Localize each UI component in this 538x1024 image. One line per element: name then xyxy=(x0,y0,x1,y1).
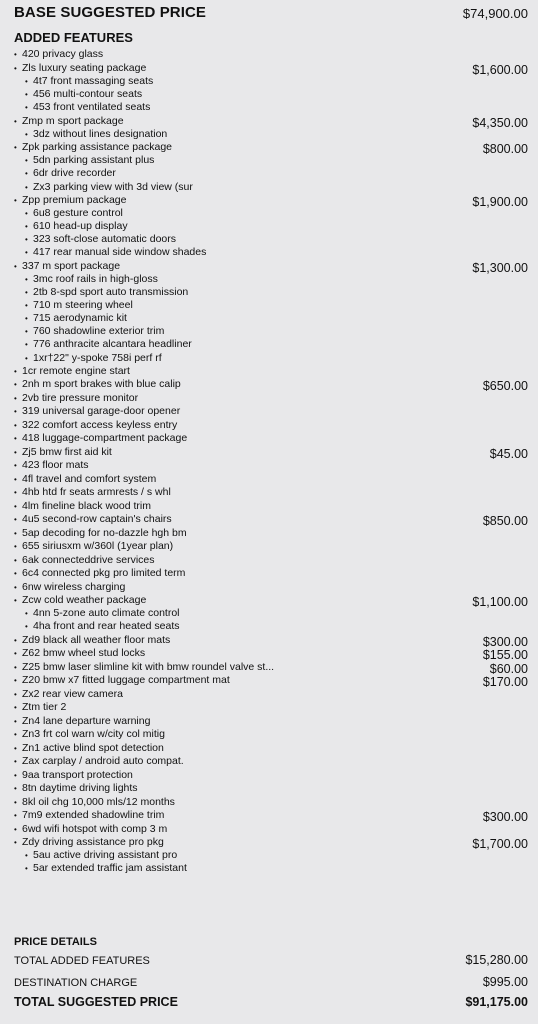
total-suggested-price-value: $91,175.00 xyxy=(465,995,528,1009)
bullet-icon: • xyxy=(25,248,28,258)
bullet-icon: • xyxy=(14,569,17,579)
bullet-icon: • xyxy=(14,261,17,271)
bullet-icon: • xyxy=(14,635,17,645)
feature-price: $45.00 xyxy=(489,446,528,461)
bullet-icon: • xyxy=(14,824,17,834)
feature-label: 4t7 front massaging seats xyxy=(33,74,154,87)
feature-item xyxy=(0,473,538,486)
feature-item xyxy=(0,554,538,567)
feature-item xyxy=(0,419,538,432)
feature-item xyxy=(0,567,538,580)
bullet-icon: • xyxy=(14,542,17,552)
feature-price: $650.00 xyxy=(482,379,528,394)
feature-price: $155.00 xyxy=(482,648,528,663)
bullet-icon: • xyxy=(14,797,17,807)
bullet-icon: • xyxy=(25,340,28,350)
feature-item xyxy=(0,62,538,75)
feature-label: 655 siriusxm w/360l (1year plan) xyxy=(22,540,174,553)
feature-label: 5ap decoding for no-dazzle hgh bm xyxy=(22,526,187,539)
feature-label: 4nn 5-zone auto climate control xyxy=(33,607,180,620)
feature-item xyxy=(0,742,538,755)
feature-price: $300.00 xyxy=(482,810,528,825)
feature-sub-item xyxy=(0,273,538,286)
feature-label: 6c4 connected pkg pro limited term xyxy=(22,567,186,580)
feature-label: 453 front ventilated seats xyxy=(33,101,151,114)
destination-charge-value: $995.00 xyxy=(482,975,528,989)
bullet-icon: • xyxy=(25,222,28,232)
feature-item xyxy=(0,755,538,768)
feature-item xyxy=(0,634,538,647)
feature-label: Zn4 lane departure warning xyxy=(22,714,151,727)
bullet-icon: • xyxy=(14,461,17,471)
feature-label: 322 comfort access keyless entry xyxy=(22,418,178,431)
feature-item xyxy=(0,432,538,445)
feature-price: $1,100.00 xyxy=(472,595,528,610)
feature-sub-item xyxy=(0,233,538,246)
bullet-icon: • xyxy=(14,811,17,821)
bullet-icon: • xyxy=(14,555,17,565)
bullet-icon: • xyxy=(14,447,17,457)
bullet-icon: • xyxy=(25,851,28,861)
bullet-icon: • xyxy=(25,353,28,363)
feature-item xyxy=(0,260,538,273)
bullet-icon: • xyxy=(25,314,28,324)
bullet-icon: • xyxy=(14,143,17,153)
feature-label: 3dz without lines designation xyxy=(33,127,168,140)
bullet-icon: • xyxy=(25,156,28,166)
bullet-icon: • xyxy=(14,770,17,780)
bullet-icon: • xyxy=(14,662,17,672)
bullet-icon: • xyxy=(14,703,17,713)
bullet-icon: • xyxy=(14,649,17,659)
feature-label: 2tb 8-spd sport auto transmission xyxy=(33,286,189,299)
feature-label: 4u5 second-row captain's chairs xyxy=(22,513,172,526)
feature-item xyxy=(0,540,538,553)
base-price-value: $74,900.00 xyxy=(462,6,528,21)
feature-sub-item xyxy=(0,181,538,194)
feature-item xyxy=(0,459,538,472)
feature-sub-item xyxy=(0,862,538,875)
feature-item xyxy=(0,513,538,529)
feature-sub-item xyxy=(0,75,538,88)
bullet-icon: • xyxy=(14,676,17,686)
feature-label: Z62 bmw wheel stud locks xyxy=(22,647,146,660)
feature-label: 715 aerodynamic kit xyxy=(33,312,127,325)
feature-label: 9aa transport protection xyxy=(22,768,133,781)
feature-item xyxy=(0,809,538,825)
feature-label: 420 privacy glass xyxy=(22,48,104,61)
feature-item xyxy=(0,405,538,418)
bullet-icon: • xyxy=(14,716,17,726)
bullet-icon: • xyxy=(14,515,17,525)
feature-label: 319 universal garage-door opener xyxy=(22,405,181,418)
feature-price: $60.00 xyxy=(489,661,528,676)
feature-label: 6dr drive recorder xyxy=(33,167,116,180)
feature-label: Zd9 black all weather floor mats xyxy=(22,633,171,646)
bullet-icon: • xyxy=(14,420,17,430)
feature-label: 760 shadowline exterior trim xyxy=(33,325,165,338)
bullet-icon: • xyxy=(25,327,28,337)
bullet-icon: • xyxy=(14,757,17,767)
bullet-icon: • xyxy=(25,76,28,86)
feature-label: Zcw cold weather package xyxy=(22,594,147,607)
feature-label: 5au active driving assistant pro xyxy=(33,849,178,862)
feature-label: 423 floor mats xyxy=(22,459,89,472)
feature-label: 610 head-up display xyxy=(33,220,128,233)
feature-sub-item xyxy=(0,849,538,862)
total-added-features-label: TOTAL ADDED FEATURES xyxy=(14,955,150,967)
feature-label: Ztm tier 2 xyxy=(22,701,67,714)
feature-item xyxy=(0,782,538,795)
feature-item xyxy=(0,581,538,594)
bullet-icon: • xyxy=(14,784,17,794)
feature-item xyxy=(0,500,538,513)
feature-price: $300.00 xyxy=(482,634,528,649)
feature-label: Z20 bmw x7 fitted luggage compartment mat xyxy=(22,674,230,687)
feature-label: Zpp premium package xyxy=(22,193,127,206)
feature-price: $1,300.00 xyxy=(472,260,528,275)
feature-item xyxy=(0,647,538,663)
feature-label: 4lm fineline black wood trim xyxy=(22,499,151,512)
feature-label: 337 m sport package xyxy=(22,259,121,272)
bullet-icon: • xyxy=(14,63,17,73)
feature-label: 3mc roof rails in high-gloss xyxy=(33,272,158,285)
feature-sub-item xyxy=(0,154,538,167)
bullet-icon: • xyxy=(14,743,17,753)
bullet-icon: • xyxy=(25,90,28,100)
feature-item xyxy=(0,836,538,852)
feature-label: Zls luxury seating package xyxy=(22,61,147,74)
feature-item xyxy=(0,365,538,378)
feature-label: 4ha front and rear heated seats xyxy=(33,620,180,633)
feature-item xyxy=(0,769,538,782)
feature-label: 6u8 gesture control xyxy=(33,207,123,220)
feature-label: 456 multi-contour seats xyxy=(33,88,143,101)
total-added-features-value: $15,280.00 xyxy=(465,953,528,967)
bullet-icon: • xyxy=(14,407,17,417)
bullet-icon: • xyxy=(14,596,17,606)
feature-sub-item xyxy=(0,207,538,220)
feature-label: 776 anthracite alcantara headliner xyxy=(33,338,192,351)
feature-item xyxy=(0,674,538,690)
feature-label: 5ar extended traffic jam assistant xyxy=(33,862,187,875)
bullet-icon: • xyxy=(14,474,17,484)
feature-label: Zax carplay / android auto compat. xyxy=(22,755,184,768)
bullet-icon: • xyxy=(25,103,28,113)
bullet-icon: • xyxy=(14,116,17,126)
bullet-icon: • xyxy=(25,288,28,298)
feature-label: 4hb htd fr seats armrests / s whl xyxy=(22,486,171,499)
bullet-icon: • xyxy=(14,380,17,390)
feature-label: 323 soft-close automatic doors xyxy=(33,233,176,246)
bullet-icon: • xyxy=(14,488,17,498)
bullet-icon: • xyxy=(25,609,28,619)
feature-label: 6ak connecteddrive services xyxy=(22,553,155,566)
feature-sub-item xyxy=(0,220,538,233)
feature-item xyxy=(0,378,538,394)
feature-list xyxy=(0,48,538,875)
feature-label: 2nh m sport brakes with blue calip xyxy=(22,378,181,391)
total-suggested-price-label: TOTAL SUGGESTED PRICE xyxy=(14,995,178,1009)
feature-label: Z25 bmw laser slimline kit with bmw roundel valve st... xyxy=(22,660,275,673)
feature-sub-item xyxy=(0,620,538,633)
feature-sub-item xyxy=(0,299,538,312)
feature-sub-item xyxy=(0,325,538,338)
feature-label: Zx2 rear view camera xyxy=(22,687,123,700)
feature-item xyxy=(0,141,538,157)
bullet-icon: • xyxy=(25,864,28,874)
feature-item xyxy=(0,115,538,128)
bullet-icon: • xyxy=(14,528,17,538)
feature-label: Zmp m sport package xyxy=(22,114,124,127)
bullet-icon: • xyxy=(14,434,17,444)
feature-item xyxy=(0,594,538,610)
feature-item xyxy=(0,823,538,836)
bullet-icon: • xyxy=(14,366,17,376)
feature-label: 7m9 extended shadowline trim xyxy=(22,809,165,822)
bullet-icon: • xyxy=(14,195,17,205)
feature-sub-item xyxy=(0,167,538,180)
feature-label: 6nw wireless charging xyxy=(22,580,126,593)
destination-charge-label: DESTINATION CHARGE xyxy=(14,977,138,989)
bullet-icon: • xyxy=(14,50,17,60)
feature-item xyxy=(0,527,538,540)
price-details-heading: PRICE DETAILS xyxy=(14,936,97,948)
feature-label: Zj5 bmw first aid kit xyxy=(22,445,112,458)
feature-sub-item xyxy=(0,88,538,101)
feature-item xyxy=(0,392,538,405)
feature-label: 8kl oil chg 10,000 mls/12 months xyxy=(22,795,175,808)
feature-item xyxy=(0,728,538,741)
feature-label: Zdy driving assistance pro pkg xyxy=(22,836,164,849)
bullet-icon: • xyxy=(25,209,28,219)
feature-item xyxy=(0,796,538,809)
feature-item xyxy=(0,701,538,714)
feature-item xyxy=(0,446,538,459)
feature-sub-item xyxy=(0,352,538,365)
feature-label: 5dn parking assistant plus xyxy=(33,154,155,167)
feature-price: $4,350.00 xyxy=(472,115,528,130)
feature-sub-item xyxy=(0,246,538,259)
feature-label: 417 rear manual side window shades xyxy=(33,246,207,259)
feature-item xyxy=(0,715,538,728)
bullet-icon: • xyxy=(25,622,28,632)
bullet-icon: • xyxy=(14,582,17,592)
feature-sub-item xyxy=(0,101,538,114)
feature-sub-item xyxy=(0,607,538,620)
feature-item xyxy=(0,661,538,674)
feature-label: 418 luggage-compartment package xyxy=(22,432,188,445)
feature-label: 1cr remote engine start xyxy=(22,364,130,377)
feature-label: Zn3 frt col warn w/city col mitig xyxy=(22,728,165,741)
bullet-icon: • xyxy=(14,501,17,511)
feature-price: $800.00 xyxy=(482,142,528,157)
feature-label: 1xr†22" y-spoke 758i perf rf xyxy=(33,351,162,364)
bullet-icon: • xyxy=(14,838,17,848)
base-price-label: BASE SUGGESTED PRICE xyxy=(14,4,207,21)
feature-price: $1,600.00 xyxy=(472,62,528,77)
feature-item xyxy=(0,194,538,207)
feature-sub-item xyxy=(0,312,538,325)
bullet-icon: • xyxy=(25,182,28,192)
bullet-icon: • xyxy=(14,393,17,403)
bullet-icon: • xyxy=(14,730,17,740)
feature-price: $1,900.00 xyxy=(472,194,528,209)
bullet-icon: • xyxy=(25,235,28,245)
destination-charge-row xyxy=(14,975,528,993)
feature-price: $170.00 xyxy=(482,675,528,690)
feature-label: 8tn daytime driving lights xyxy=(22,782,138,795)
feature-label: Zpk parking assistance package xyxy=(22,141,172,154)
added-features-heading: ADDED FEATURES xyxy=(14,30,133,45)
feature-sub-item xyxy=(0,128,538,141)
bullet-icon: • xyxy=(25,129,28,139)
bullet-icon: • xyxy=(25,169,28,179)
feature-sub-item xyxy=(0,286,538,299)
feature-price: $1,700.00 xyxy=(472,837,528,852)
feature-item xyxy=(0,688,538,701)
feature-label: Zx3 parking view with 3d view (sur xyxy=(33,180,193,193)
bullet-icon: • xyxy=(25,274,28,284)
feature-label: 710 m steering wheel xyxy=(33,299,133,312)
feature-label: Zn1 active blind spot detection xyxy=(22,741,164,754)
feature-label: 6wd wifi hotspot with comp 3 m xyxy=(22,822,168,835)
feature-sub-item xyxy=(0,338,538,351)
total-suggested-price-row xyxy=(14,995,528,1013)
feature-item xyxy=(0,486,538,499)
feature-price: $850.00 xyxy=(482,514,528,529)
feature-label: 2vb tire pressure monitor xyxy=(22,391,139,404)
total-added-features-row xyxy=(14,953,528,971)
bullet-icon: • xyxy=(14,689,17,699)
feature-label: 4fl travel and comfort system xyxy=(22,472,157,485)
bullet-icon: • xyxy=(25,301,28,311)
base-price-row xyxy=(14,4,528,24)
feature-item xyxy=(0,48,538,61)
